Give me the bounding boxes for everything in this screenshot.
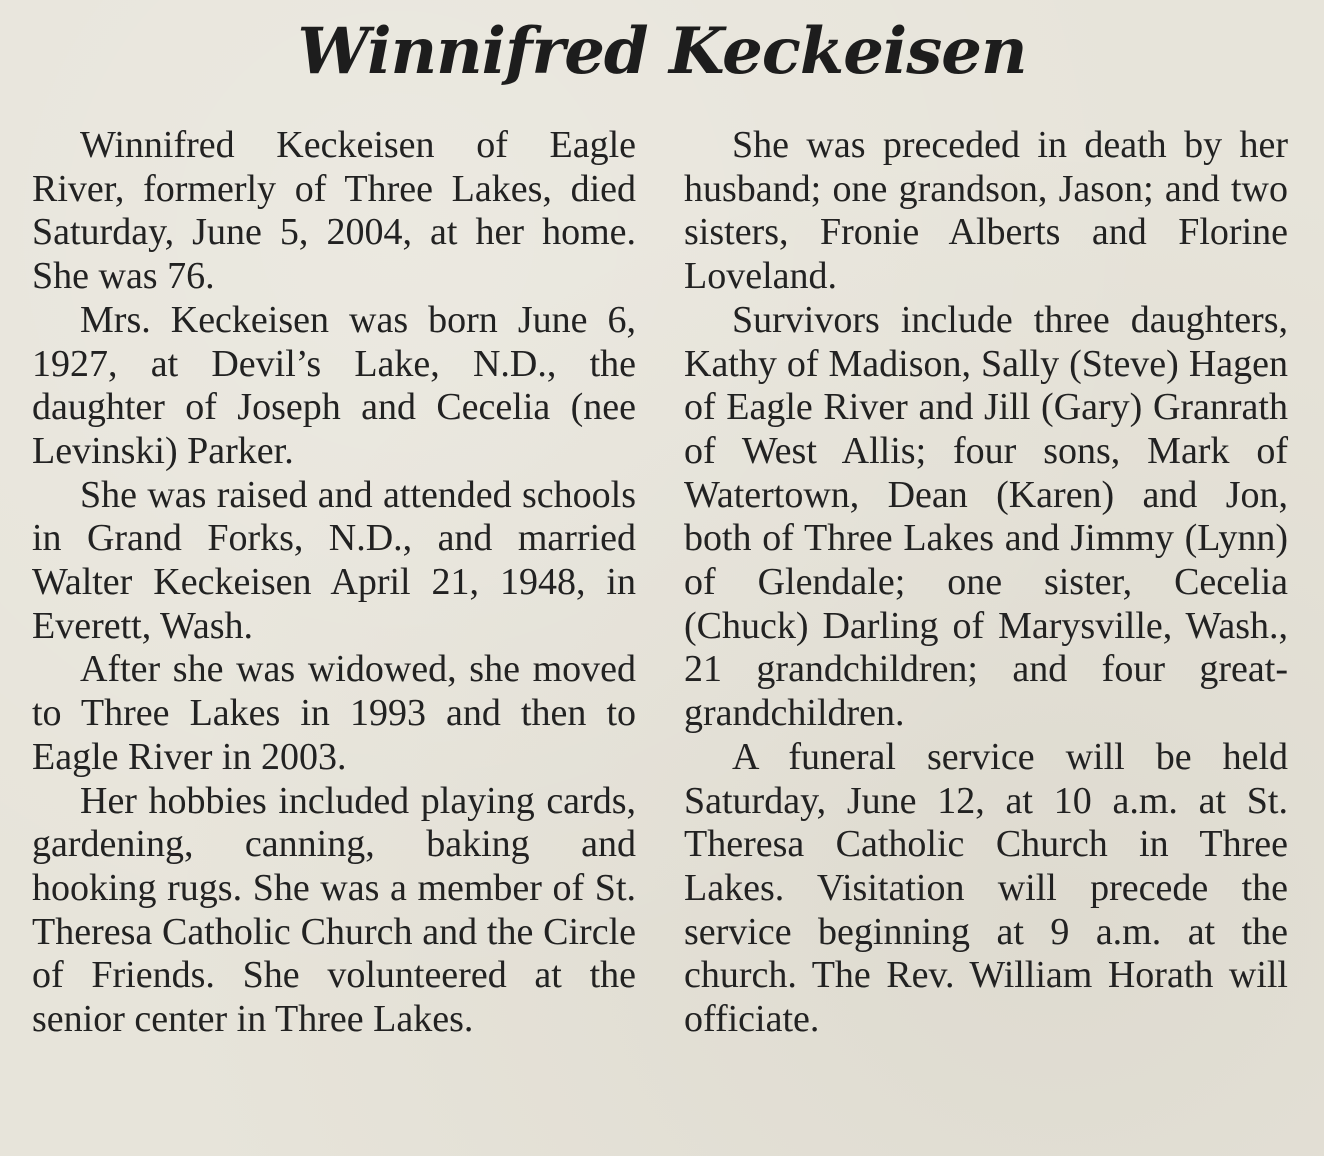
paragraph-preceded: She was preceded in death by her husband; one grandson, Jason; and two sisters, Fronie Alberts and Florine Loveland. [684, 124, 1288, 298]
paragraph-marriage: She was raised and attended schools in Grand Forks, N.D., and married Walter Keckeisen April 21, 1948, in Everett, Wash. [32, 473, 636, 647]
paragraph-birth: Mrs. Keckeisen was born June 6, 1927, at Devil’s Lake, N.D., the daughter of Joseph and Cecelia (nee Levinski) Parker. [32, 298, 636, 472]
left-column [32, 124, 636, 1042]
paragraph-survivors: Survivors include three daughters, Kathy of Madison, Sally (Steve) Hagen of Eagle River and Jill (Gary) Granrath of West Allis; four sons, Mark of Watertown, Dean (Karen) and Jon, both of Three Lakes and Jimmy (Lynn) of Glendale; one sister, Cecelia (Chuck) Darling of Marysville, Wash., 21 grandchildren; and four great-grandchildren. [684, 298, 1288, 735]
obituary-headline: Winnifred Keckeisen [297, 14, 1027, 89]
paragraph-hobbies: Her hobbies included playing cards, gardening, canning, baking and hooking rugs. She was a member of St. Theresa Catholic Church and the Circle of Friends. She volunteered at the senior center in Three Lakes. [32, 779, 636, 1041]
paragraph-funeral: A funeral service will be held Saturday, June 12, at 10 a.m. at St. Theresa Catholic Church in Three Lakes. Visitation will precede the service beginning at 9 a.m. at the church. The Rev. William Horath will officiate. [684, 735, 1288, 1041]
paragraph-residence: After she was widowed, she moved to Three Lakes in 1993 and then to Eagle River in 2003. [32, 648, 636, 778]
right-column [684, 124, 1288, 1042]
paragraph-death-notice: Winnifred Keckeisen of Eagle River, formerly of Three Lakes, died Saturday, June 5, 2004, at her home. She was 76. [32, 124, 636, 298]
